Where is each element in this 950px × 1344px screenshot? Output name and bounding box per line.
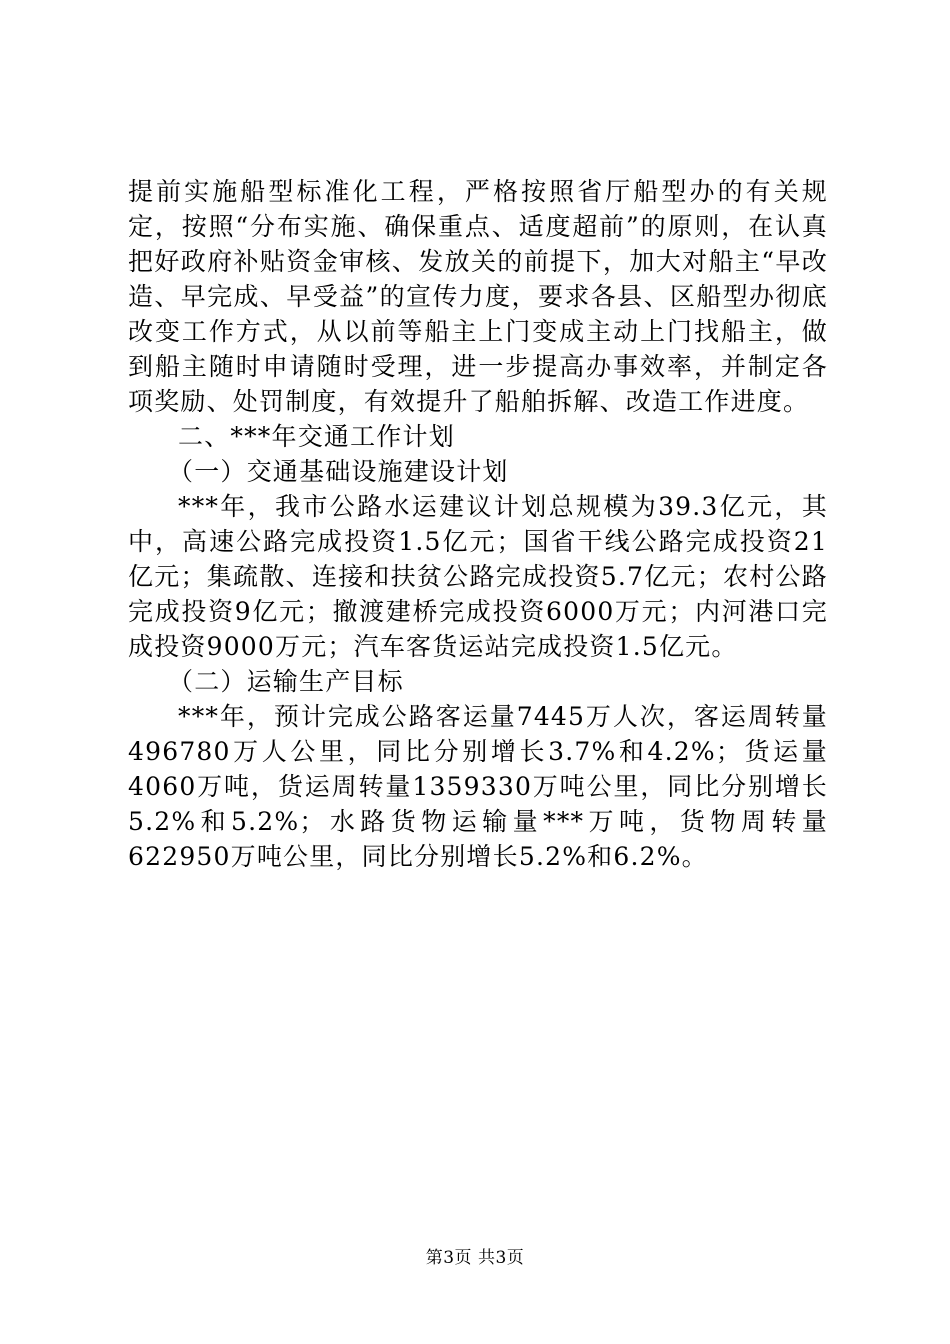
section-heading-work-plan: 二、***年交通工作计划 bbox=[178, 422, 455, 451]
paragraph-transport-targets: ***年，预计完成公路客运量7445万人次，客运周转量496780万人公里，同比分别增长3.7%和4.2%；货运量4060万吨，货运周转量1359330万吨公里，同比分别增长5.2%和5.2%；水路货物运输量***万吨，货物周转量622950万吨公里，同比分别增长5.2%和6.2%。 bbox=[128, 702, 828, 871]
subsection-heading-infrastructure: （一）交通基础设施建设计划 bbox=[168, 457, 509, 486]
document-body bbox=[128, 174, 828, 874]
page-footer: 第3页 共3页 bbox=[425, 1248, 525, 1268]
subsection-heading-transport-targets: （二）运输生产目标 bbox=[168, 667, 404, 696]
paragraph-infrastructure-plan: ***年，我市公路水运建议计划总规模为39.3亿元，其中，高速公路完成投资1.5亿元；国省干线公路完成投资21亿元；集疏散、连接和扶贫公路完成投资5.7亿元；农村公路完成投资9亿元；撤渡建桥完成投资6000万元；内河港口完成投资9000万元；汽车客货运站完成投资1.5亿元。 bbox=[128, 492, 828, 661]
paragraph-ship-standardization: 提前实施船型标准化工程，严格按照省厅船型办的有关规定，按照“分布实施、确保重点、适度超前”的原则，在认真把好政府补贴资金审核、发放关的前提下，加大对船主“早改造、早完成、早受益”的宣传力度，要求各县、区船型办彻底改变工作方式，从以前等船主上门变成主动上门找船主，做到船主随时申请随时受理，进一步提高办事效率，并制定各项奖励、处罚制度，有效提升了船舶拆解、改造工作进度。 bbox=[128, 177, 828, 416]
